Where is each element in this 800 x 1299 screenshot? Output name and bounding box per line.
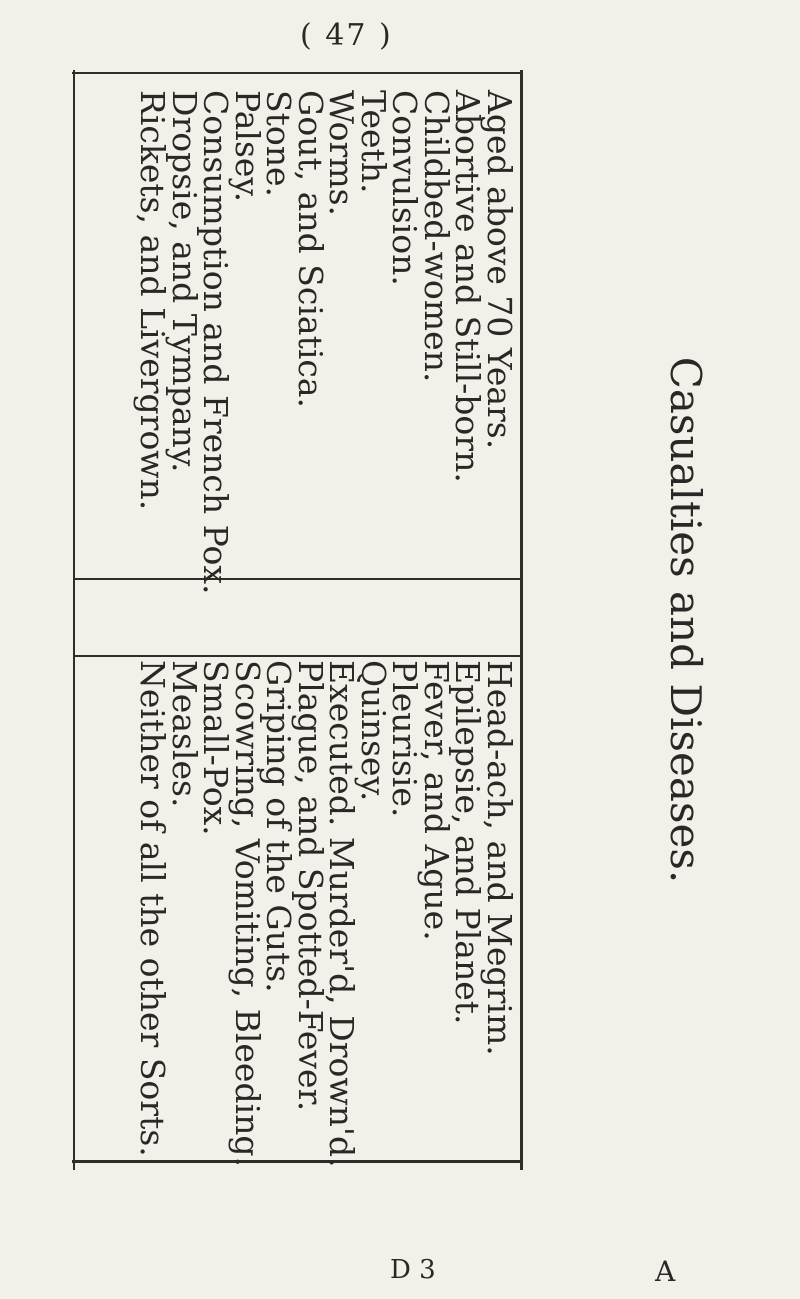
list-item: Epilepsie, and Planet. (448, 660, 488, 1025)
list-item: Teeth. (354, 90, 393, 194)
list-item: Consumption and French Pox. (196, 90, 236, 595)
catchword: A (655, 1255, 676, 1288)
table-rule-left (72, 72, 522, 74)
table-heading: Casualties and Diseases. (661, 356, 710, 884)
list-item: Plague, and Spotted-Fever. (291, 660, 330, 1112)
list-item: Executed. Murder'd, Drown'd. (322, 660, 362, 1168)
list-item: Convulsion. (385, 90, 425, 286)
list-item: Rickets, and Livergrown. (133, 90, 173, 511)
right-column-list (133, 660, 519, 1168)
list-item: Scowring, Vomiting, Bleeding. (228, 660, 267, 1167)
list-item: Childbed-women. (417, 90, 456, 383)
table-rule-bottom (73, 70, 75, 1170)
table-rule-divider-right (75, 655, 520, 657)
list-item: Stone. (259, 90, 299, 198)
list-item: Quinsey. (354, 660, 393, 802)
list-item: Pleurisie. (385, 660, 425, 818)
list-item: Griping of the Guts. (259, 660, 299, 993)
left-column-list (133, 90, 519, 595)
list-item: Gout, and Sciatica. (291, 90, 330, 409)
page-number: ( 47 ) (300, 18, 393, 53)
list-item: Neither of all the other Sorts. (133, 660, 173, 1157)
list-item: Abortive and Still-born. (448, 90, 488, 483)
list-item: Worms. (322, 90, 362, 217)
list-item: Dropsie, and Tympany. (165, 90, 204, 473)
list-item: Head-ach, and Megrim. (480, 660, 519, 1056)
list-item: Fever, and Ague. (417, 660, 456, 941)
table-rule-top (520, 70, 523, 1170)
list-item: Measles. (165, 660, 204, 808)
list-item: Aged above 70 Years. (480, 90, 519, 450)
signature-mark: D 3 (390, 1255, 436, 1285)
list-item: Small-Pox. (196, 660, 236, 836)
list-item: Palsey. (228, 90, 267, 203)
